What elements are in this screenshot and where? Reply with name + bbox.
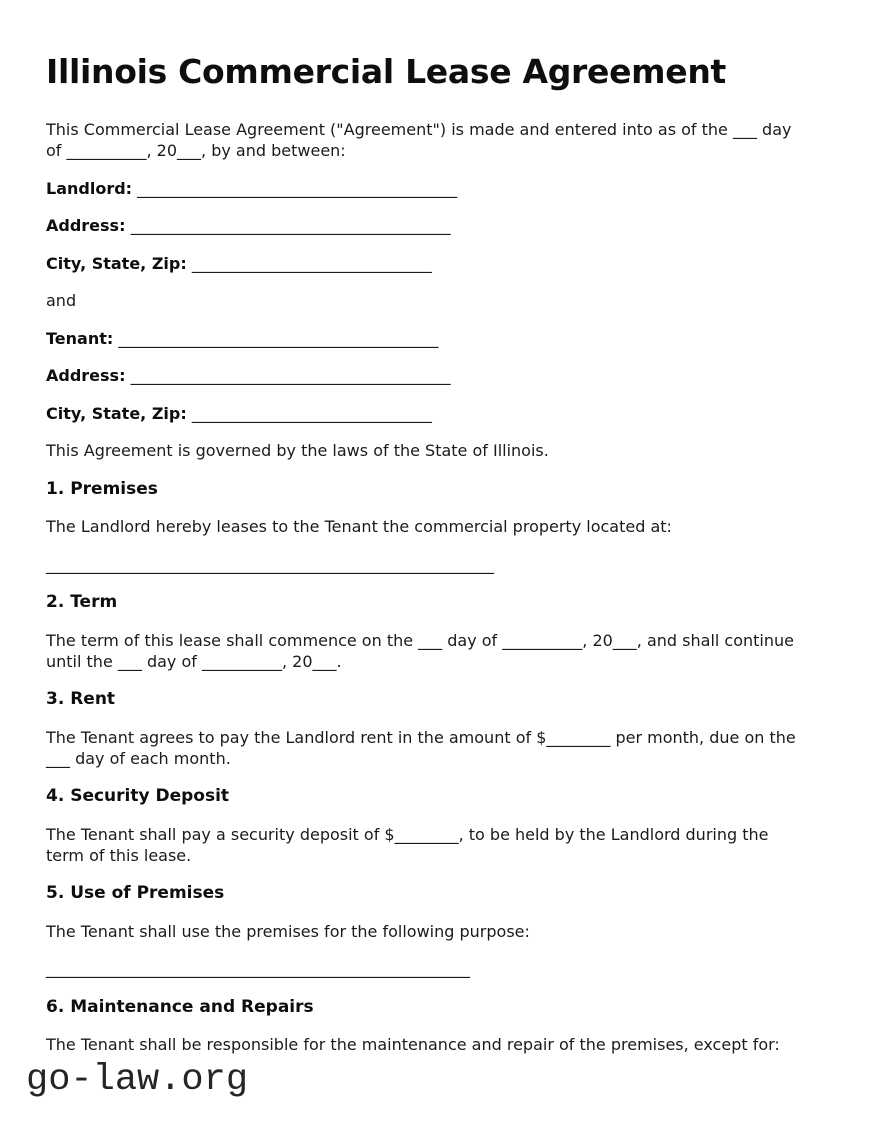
- tenant-field: [46, 328, 810, 349]
- section-heading-maintenance: 6. Maintenance and Repairs: [46, 996, 314, 1017]
- section-heading-term: 2. Term: [46, 592, 118, 612]
- landlord-blank: ________________________________________: [137, 178, 458, 198]
- section-body-use-of-premises: The Tenant shall use the premises for the following purpose:: [46, 921, 530, 941]
- section-body-maintenance: The Tenant shall be responsible for the maintenance and repair of the premises, except for:: [46, 1035, 780, 1054]
- intro-paragraph: This Commercial Lease Agreement ("Agreement") is made and entered into as of the ___ day of __________, 20___, by and between:: [46, 120, 792, 160]
- tenant-label: Tenant:: [46, 328, 114, 348]
- section-heading-premises: 1. Premises: [46, 478, 158, 499]
- governing-law-paragraph: This Agreement is governed by the laws of the State of Illinois.: [46, 441, 549, 460]
- section-heading-security-deposit: 4. Security Deposit: [46, 786, 230, 806]
- landlord-address-blank: ________________________________________: [130, 216, 451, 235]
- tenant-address-label: Address:: [46, 366, 126, 385]
- premises-blank-line: ________________________________________________________: [46, 554, 494, 574]
- and-connector: and: [46, 291, 77, 310]
- tenant-city-state-zip-field: [46, 403, 810, 424]
- section-body-security-deposit: The Tenant shall pay a security deposit of $________, to be held by the Landlord during the term of this lease.: [46, 824, 769, 865]
- landlord-label: Landlord:: [46, 178, 133, 198]
- landlord-address-field: [46, 215, 810, 236]
- section-heading-use-of-premises: 5. Use of Premises: [46, 883, 225, 903]
- section-body-premises: The Landlord hereby leases to the Tenant the commercial property located at:: [46, 517, 672, 536]
- section-body-rent: The Tenant agrees to pay the Landlord rent in the amount of $________ per month, due on the ___ day of each month.: [46, 727, 796, 768]
- tenant-address-blank: ________________________________________: [130, 366, 451, 385]
- section-heading-rent: 3. Rent: [46, 689, 116, 709]
- landlord-city-state-zip-blank: ______________________________: [191, 253, 432, 273]
- watermark-go-law-org: go-law.org: [26, 1059, 249, 1101]
- landlord-city-state-zip-field: [46, 253, 810, 274]
- tenant-city-state-zip-label: City, State, Zip:: [46, 403, 187, 423]
- tenant-city-state-zip-blank: ______________________________: [191, 403, 432, 423]
- landlord-field: [46, 178, 810, 199]
- use-of-premises-blank-line: _____________________________________________________: [46, 959, 470, 978]
- landlord-address-label: Address:: [46, 216, 126, 235]
- landlord-city-state-zip-label: City, State, Zip:: [46, 253, 187, 273]
- document-title: Illinois Commercial Lease Agreement: [46, 52, 727, 91]
- tenant-blank: ________________________________________: [118, 328, 439, 348]
- section-body-term: The term of this lease shall commence on the ___ day of __________, 20___, and shall continue until the ___ day of __________, 20___.: [46, 630, 794, 671]
- tenant-address-field: [46, 365, 810, 386]
